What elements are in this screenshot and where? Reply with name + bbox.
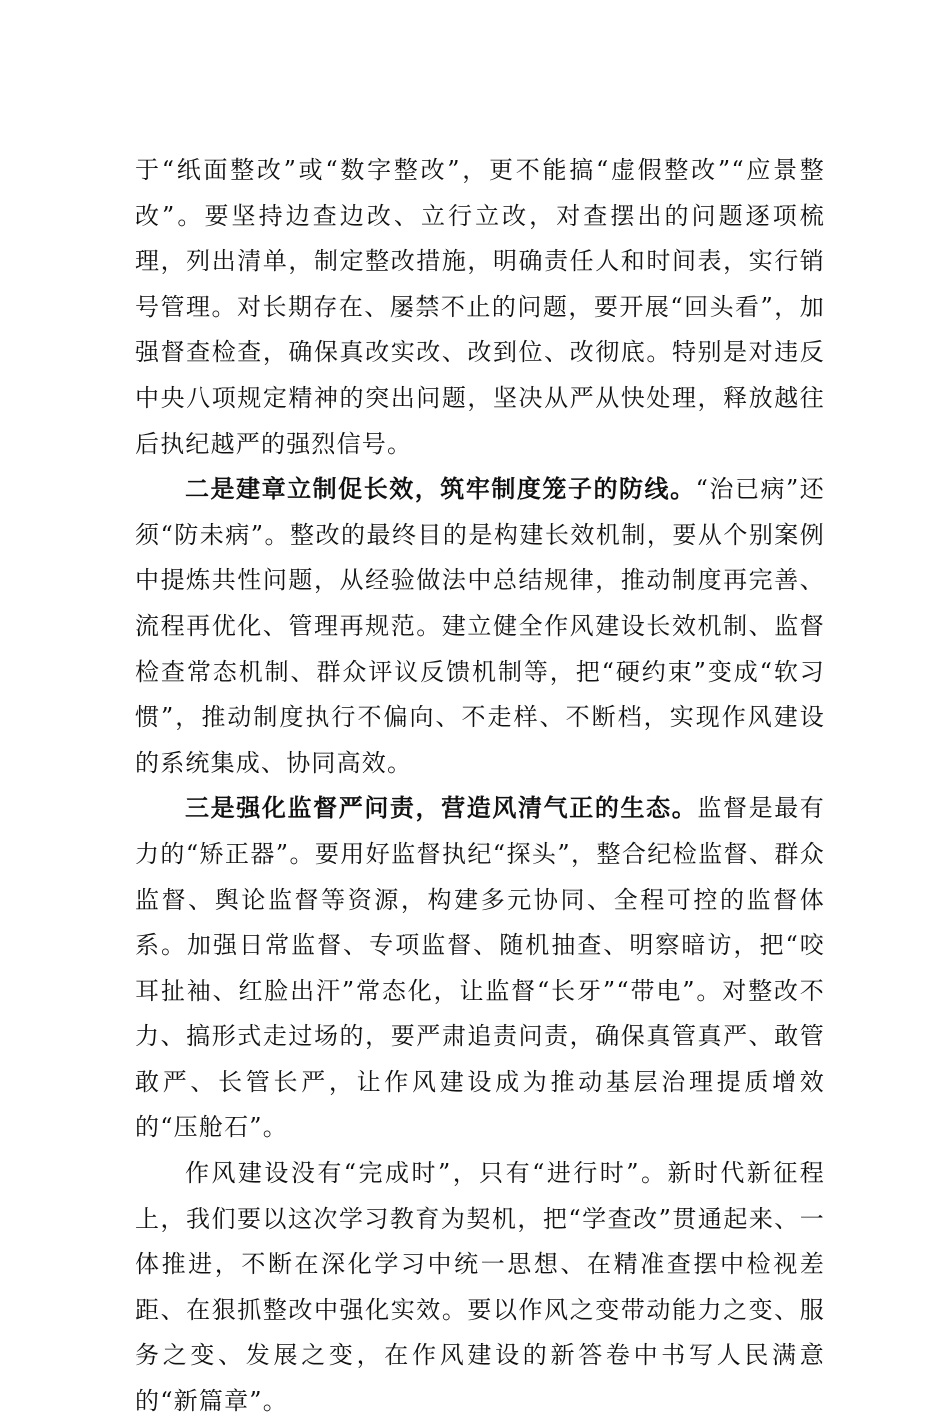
paragraph-heading: 二是建章立制促长效，筑牢制度笼子的防线。 (185, 475, 696, 504)
paragraph-text: 于“纸面整改”或“数字整改”，更不能搞“虚假整改”“应景整改”。要坚持边查边改、立行立改，对查摆出的问题逐项梳理，列出清单，制定整改措施，明确责任人和时间表，实行销号管理。对长期存在、屡禁不止的问题，要开展“回头看”，加强督查检查，确保真改实改、改到位、改彻底。特别是对违反中央八项规定精神的突出问题，坚决从严从快处理，释放越往后执纪越严的强烈信号。 (135, 156, 825, 458)
paragraph-heading: 三是强化监督严问责，营造风清气正的生态。 (185, 794, 698, 823)
paragraph-point-three (135, 786, 825, 1151)
paragraph-text: “治已病”还须“防未病”。整改的最终目的是构建长效机制，要从个别案例中提炼共性问题，从经验做法中总结规律，推动制度再完善、流程再优化、管理再规范。建立健全作风建设长效机制、监督检查常态机制、群众评议反馈机制等，把“硬约束”变成“软习惯”，推动制度执行不偏向、不走样、不断档，实现作风建设的系统集成、协同高效。 (135, 475, 825, 777)
paragraph-text: 监督是最有力的“矫正器”。要用好监督执纪“探头”，整合纪检监督、群众监督、舆论监督等资源，构建多元协同、全程可控的监督体系。加强日常监督、专项监督、随机抽查、明察暗访，把“咬耳扯袖、红脸出汗”常态化，让监督“长牙”“带电”。对整改不力、搞形式走过场的，要严肃追责问责，确保真管真严、敢管敢严、长管长严，让作风建设成为推动基层治理提质增效的“压舱石”。 (135, 794, 826, 1142)
paragraph-point-two (135, 467, 825, 786)
document-body (135, 148, 825, 1425)
paragraph-continuation (135, 148, 825, 467)
paragraph-conclusion (135, 1151, 825, 1425)
paragraph-text: 作风建设没有“完成时”，只有“进行时”。新时代新征程上，我们要以这次学习教育为契机，把“学查改”贯通起来、一体推进，不断在深化学习中统一思想、在精准查摆中检视差距、在狠抓整改中强化实效。要以作风之变带动能力之变、服务之变、发展之变，在作风建设的新答卷中书写人民满意的“新篇章”。 (135, 1159, 825, 1416)
